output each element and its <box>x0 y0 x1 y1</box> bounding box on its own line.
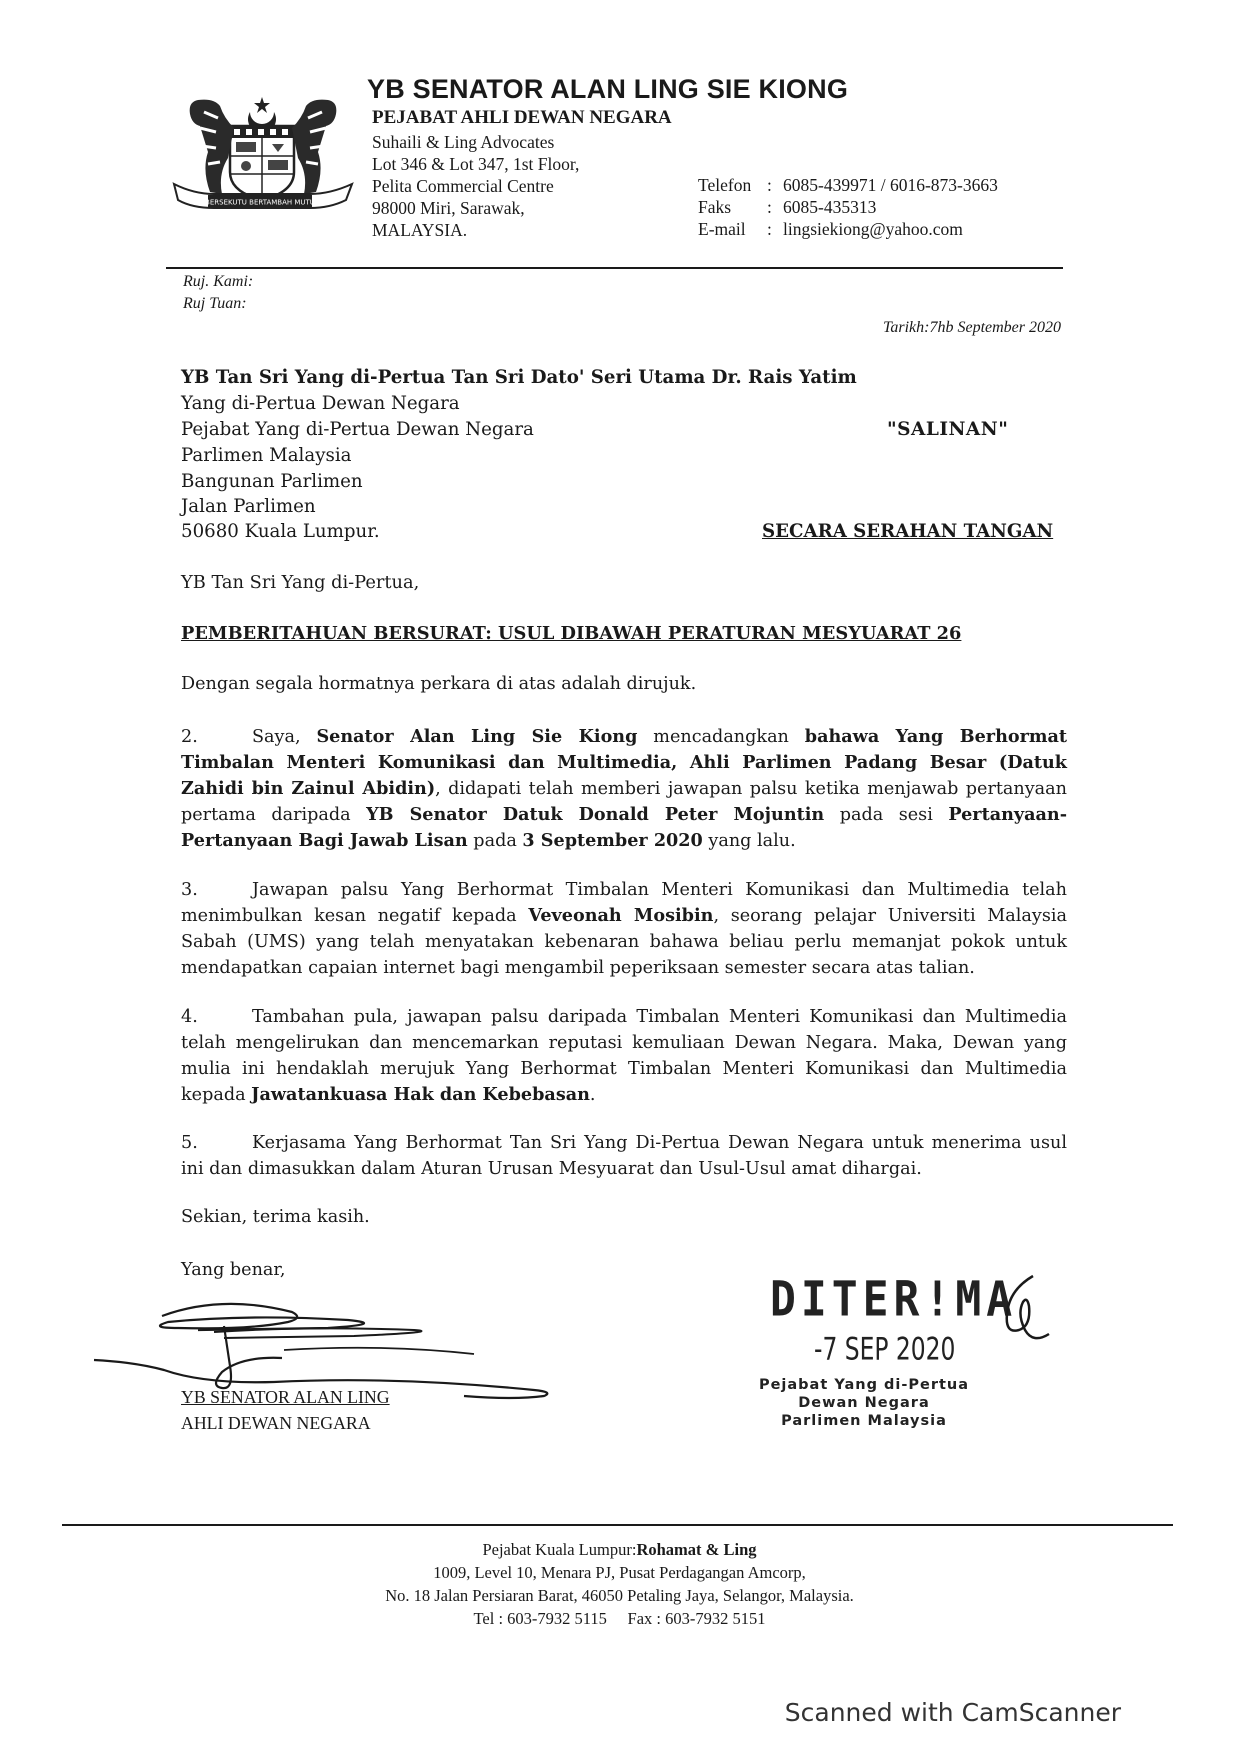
footer-office: Pejabat Kuala Lumpur:Rohamat & Ling <box>482 1540 757 1559</box>
stamp-office-line: Parlimen Malaysia <box>781 1413 947 1429</box>
salinan-label: "SALINAN" <box>887 419 1009 440</box>
recipient-line: Bangunan Parlimen <box>181 471 363 492</box>
ruj-tuan: Ruj Tuan: <box>183 295 247 312</box>
contact-label: E-mail <box>698 219 746 239</box>
letterhead-title: YB SENATOR ALAN LING SIE KIONG <box>367 74 849 104</box>
scanner-watermark: Scanned with CamScanner <box>784 1698 1121 1727</box>
intro-sentence: Dengan segala hormatnya perkara di atas adalah dirujuk. <box>181 674 697 694</box>
footer-address: 1009, Level 10, Menara PJ, Pusat Perdagangan Amcorp, <box>433 1563 806 1582</box>
recipient-line: Pejabat Yang di-Pertua Dewan Negara <box>181 419 534 440</box>
address-line: MALAYSIA. <box>372 220 468 240</box>
ruj-kami: Ruj. Kami: <box>183 273 254 290</box>
signatory-title: AHLI DEWAN NEGARA <box>181 1413 371 1433</box>
address-line: 98000 Miri, Sarawak, <box>372 198 525 218</box>
stamp-office-line: Pejabat Yang di-Pertua <box>758 1377 970 1393</box>
recipient-name: YB Tan Sri Yang di-Pertua Tan Sri Dato' Seri Utama Dr. Rais Yatim <box>181 367 857 388</box>
letterhead-office: PEJABAT AHLI DEWAN NEGARA <box>372 107 672 128</box>
footer-phone-fax: Tel : 603-7932 5115 Fax : 603-7932 5151 <box>473 1609 766 1628</box>
email-value: lingsiekiong@yahoo.com <box>783 219 963 239</box>
fax-value: 6085-435313 <box>783 197 877 217</box>
footer-address: No. 18 Jalan Persiaran Barat, 46050 Petaling Jaya, Selangor, Malaysia. <box>385 1586 854 1605</box>
footer-divider <box>62 1524 1173 1526</box>
recipient-line: Parlimen Malaysia <box>181 445 352 466</box>
address-line: Pelita Commercial Centre <box>372 176 554 196</box>
paragraph-4: 4. Tambahan pula, jawapan palsu daripada Timbalan Menteri Komunikasi dan Multimedia telah mengelirukan dan mencemarkan reputasi kemuliaan Dewan Negara. Maka, Dewan yang mulia ini hendaklah merujuk Yang Berhormat Timbalan Menteri Komunikasi dan Multimedia kepada Jawatankuasa Hak dan Kebebasan. <box>181 1007 1067 1105</box>
signatory-name: YB SENATOR ALAN LING <box>181 1387 390 1407</box>
contact-colon: : <box>767 197 772 217</box>
contact-label: Faks <box>698 197 732 217</box>
recipient-line: Yang di-Pertua Dewan Negara <box>181 393 460 414</box>
paragraph-5: 5. Kerjasama Yang Berhormat Tan Sri Yang Di-Pertua Dewan Negara untuk menerima usul ini dan dimasukkan dalam Aturan Urusan Mesyuarat dan Usul-Usul amat dihargai. <box>181 1133 1067 1179</box>
letter-date: Tarikh:7hb September 2020 <box>882 319 1061 336</box>
phone-value: 6085-439971 / 6016-873-3663 <box>783 175 998 195</box>
recipient-line: Jalan Parlimen <box>181 496 316 517</box>
paragraph-2: 2. Saya, Senator Alan Ling Sie Kiong mencadangkan bahawa Yang Berhormat Timbalan Menteri Komunikasi dan Multimedia, Ahli Parlimen Padang Besar (Datuk Zahidi bin Zainul Abidin), didapati telah memberi jawapan palsu ketika menjawab pertanyaan pertama daripada YB Senator Datuk Donald Peter Mojuntin pada sesi Pertanyaan-Pertanyaan Bagi Jawab Lisan pada 3 September 2020 yang lalu. <box>181 726 1068 851</box>
stamp-initials <box>985 1270 1055 1350</box>
received-stamp-label: DITER!MA <box>770 1272 1018 1328</box>
delivery-method: SECARA SERAHAN TANGAN <box>762 521 1054 542</box>
recipient-line: 50680 Kuala Lumpur. <box>181 521 380 542</box>
closing: Sekian, terima kasih. <box>181 1207 370 1227</box>
address-line: Lot 346 & Lot 347, 1st Floor, <box>372 154 580 174</box>
contact-colon: : <box>767 219 772 239</box>
received-stamp-date: -7 SEP 2020 <box>814 1332 956 1368</box>
paragraph-3: 3. Jawapan palsu Yang Berhormat Timbalan Menteri Komunikasi dan Multimedia telah menimbulkan kesan negatif kepada Veveonah Mosibin, seorang pelajar Universiti Malaysia Sabah (UMS) yang telah menyatakan kebenaran bahawa beliau perlu memanjat pokok untuk mendapatkan capaian internet bagi mengambil peperiksaan semester secara atas talian. <box>181 880 1067 978</box>
yang-benar: Yang benar, <box>181 1260 286 1280</box>
contact-colon: : <box>767 175 772 195</box>
letter-subject: PEMBERITAHUAN BERSURAT: USUL DIBAWAH PERATURAN MESYUARAT 26 <box>181 623 962 644</box>
address-line: Suhaili & Ling Advocates <box>372 132 555 152</box>
stamp-office-line: Dewan Negara <box>798 1395 930 1411</box>
salutation: YB Tan Sri Yang di-Pertua, <box>181 572 420 593</box>
contact-label: Telefon <box>698 175 752 195</box>
coat-of-arms-logo <box>168 92 358 224</box>
svg-text:BERSEKUTU BERTAMBAH MUTU: BERSEKUTU BERTAMBAH MUTU <box>205 198 315 207</box>
header-divider <box>166 267 1063 269</box>
